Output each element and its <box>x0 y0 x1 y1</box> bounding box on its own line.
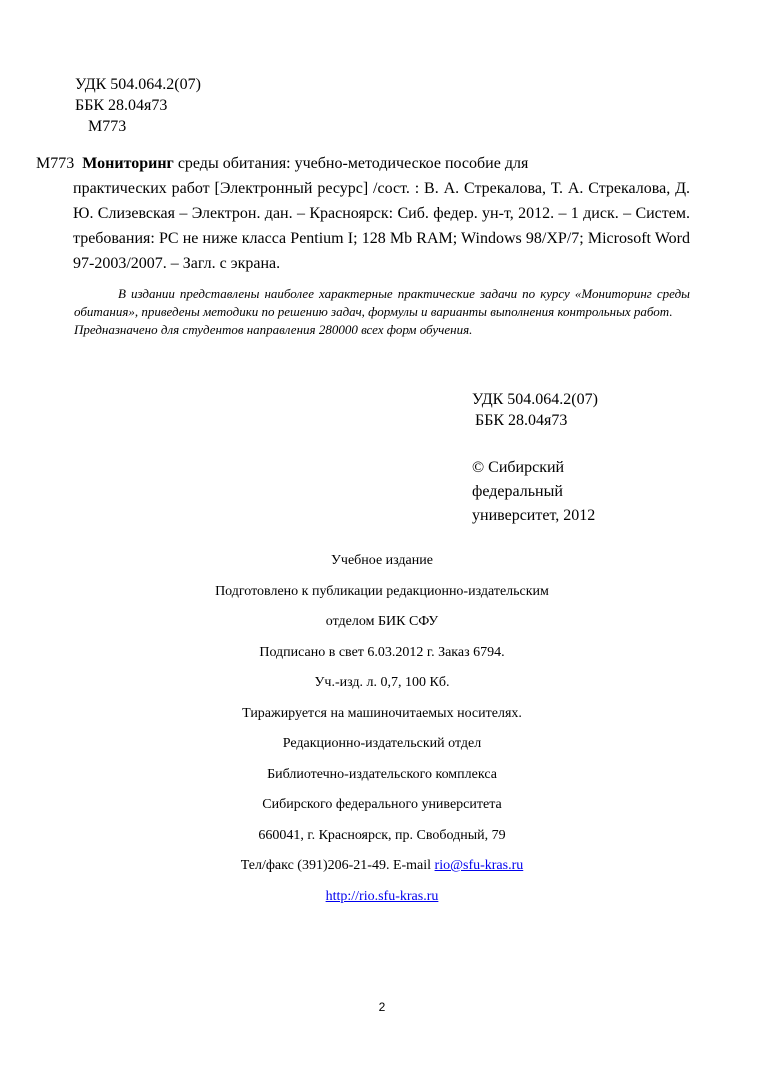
imprint-edition-type: Учебное издание <box>331 553 433 568</box>
copyright-notice <box>472 456 595 528</box>
record-line1-rest: среды обитания: учебно-методическое пособие для <box>177 155 529 172</box>
annotation-paragraph-1: В издании представлены наиболее характерные практические задачи по курсу «Мониторинг среды обитания», приведены методики по решению задач, формулы и варианты выполнения контрольных работ. <box>74 286 690 319</box>
record-body: практических работ [Электронный ресурс] /сост. : В. А. Стрекалова, Т. А. Стрекалова, Д. Ю. Слизевская – Электрон. дан. – Красноярск: Сиб. федер. ун-т, 2012. – 1 диск. – Систем. требования: PC не ниже класса Pentium I; 128 Mb RAM; Windows 98/XP/7; Microsoft Word 97-2003/2007. – Загл. с экрана. <box>73 180 690 272</box>
copyright-line-1: © Сибирский <box>472 459 565 476</box>
udk-code: УДК 504.064.2(07) <box>75 76 201 93</box>
imprint-media: Тиражируется на машиночитаемых носителях. <box>242 705 522 721</box>
udk-code-right: УДК 504.064.2(07) <box>472 391 598 408</box>
author-mark: М773 <box>88 118 127 135</box>
imprint-university: Сибирского федерального университета <box>262 797 502 812</box>
imprint-signed-date: Подписано в свет 6.03.2012 г. Заказ 6794. <box>259 644 505 660</box>
bbk-code: ББК 28.04я73 <box>75 97 168 114</box>
imprint-publisher-complex: Библиотечно-издательского комплекса <box>267 766 497 782</box>
annotation <box>74 285 690 339</box>
bbk-code-right: ББК 28.04я73 <box>475 412 568 429</box>
imprint-phone: Тел/факс (391)206-21-49. E-mail <box>240 858 435 873</box>
annotation-paragraph-2: Предназначено для студентов направления 280000 всех форм обучения. <box>74 322 473 337</box>
imprint-contact <box>0 856 764 887</box>
page-number: 2 <box>378 1000 386 1014</box>
email-link[interactable]: rio@sfu-kras.ru <box>434 858 524 873</box>
copyright-line-2: федеральный <box>472 483 563 500</box>
imprint-department: отделом БИК СФУ <box>325 614 439 629</box>
imprint-block <box>0 551 764 917</box>
imprint-volume: Уч.-изд. л. 0,7, 100 Кб. <box>314 675 450 690</box>
classification-block-right <box>472 389 598 431</box>
imprint-prepared-by: Подготовлено к публикации редакционно-издательским <box>215 583 549 599</box>
imprint-publisher-dept: Редакционно-издательский отдел <box>282 736 482 751</box>
website-link[interactable]: http://rio.sfu-kras.ru <box>325 888 439 904</box>
imprint-address: 660041, г. Красноярск, пр. Свободный, 79 <box>258 827 506 843</box>
record-title: Мониторинг <box>82 155 174 172</box>
bibliographic-record <box>36 151 690 276</box>
classification-block-top <box>75 74 201 137</box>
copyright-line-3: университет, 2012 <box>472 507 596 524</box>
record-code: М773 <box>36 155 75 172</box>
imprint-url-line <box>0 887 764 918</box>
